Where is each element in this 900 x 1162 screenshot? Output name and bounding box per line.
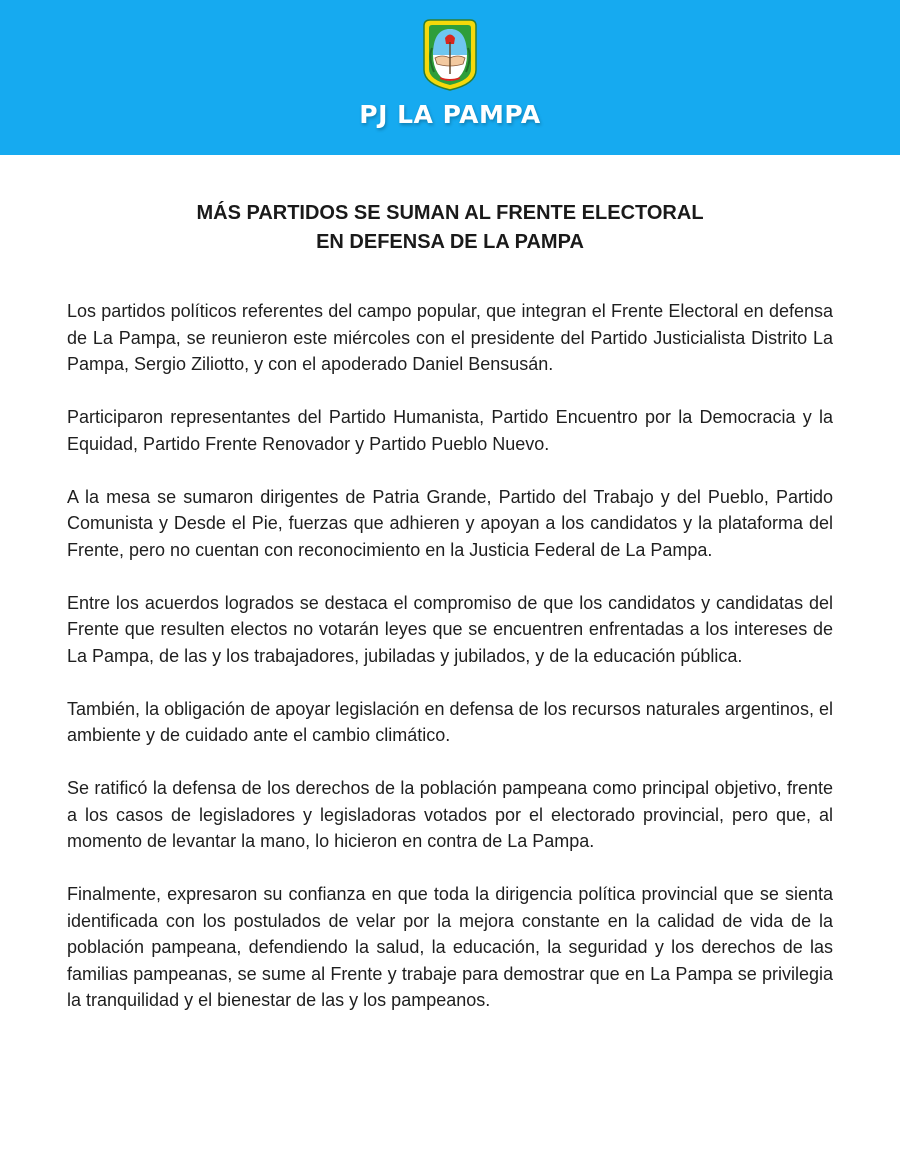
paragraph: Finalmente, expresaron su confianza en que toda la dirigencia política provincial que se sienta identificada con los postulados de velar por la mejora constante en la calidad de vida de la población pampeana, defendiendo la salud, la educación, la seguridad y los derechos de las familias pampeanas, se sume al Frente y trabaje para demostrar que en La Pampa se privilegia la tranquilidad y el bienestar de las y los pampeanos.: [67, 884, 833, 1010]
article-title-line-1: MÁS PARTIDOS SE SUMAN AL FRENTE ELECTORAL: [196, 202, 704, 224]
paragraph: Los partidos políticos referentes del campo popular, que integran el Frente Electoral en defensa de La Pampa, se reunieron este miércoles con el presidente del Partido Justicialista Distrito La Pampa, Sergio Ziliotto, y con el apoderado Daniel Bensusán.: [67, 301, 833, 374]
pj-shield-logo-icon: [418, 18, 482, 92]
paragraph: También, la obligación de apoyar legislación en defensa de los recursos naturales argentinos, el ambiente y de cuidado ante el cambio climático.: [67, 698, 833, 745]
paragraph: Se ratificó la defensa de los derechos de la población pampeana como principal objetivo, frente a los casos de legisladores y legisladoras votados por el electorado provincial, pero que, al momento de levantar la mano, lo hicieron en contra de La Pampa.: [67, 778, 833, 851]
header-band: [0, 0, 900, 155]
paragraph: Participaron representantes del Partido Humanista, Partido Encuentro por la Democracia y la Equidad, Partido Frente Renovador y Partido Pueblo Nuevo.: [67, 407, 833, 454]
article-title-line-2: EN DEFENSA DE LA PAMPA: [316, 231, 584, 253]
article-body: [67, 298, 833, 1040]
org-name: PJ LA PAMPA: [359, 100, 541, 129]
article-title: [60, 199, 840, 257]
paragraph: Entre los acuerdos logrados se destaca el compromiso de que los candidatos y candidatas del Frente que resulten electos no votarán leyes que se encuentren enfrentadas a los intereses de La Pampa, de las y los trabajadores, jubiladas y jubilados, y de la educación pública.: [67, 592, 833, 666]
paragraph: A la mesa se sumaron dirigentes de Patria Grande, Partido del Trabajo y del Pueblo, Partido Comunista y Desde el Pie, fuerzas que adhieren y apoyan a los candidatos y la plataforma del Frente, pero no cuentan con reconocimiento en la Justicia Federal de La Pampa.: [67, 486, 833, 560]
